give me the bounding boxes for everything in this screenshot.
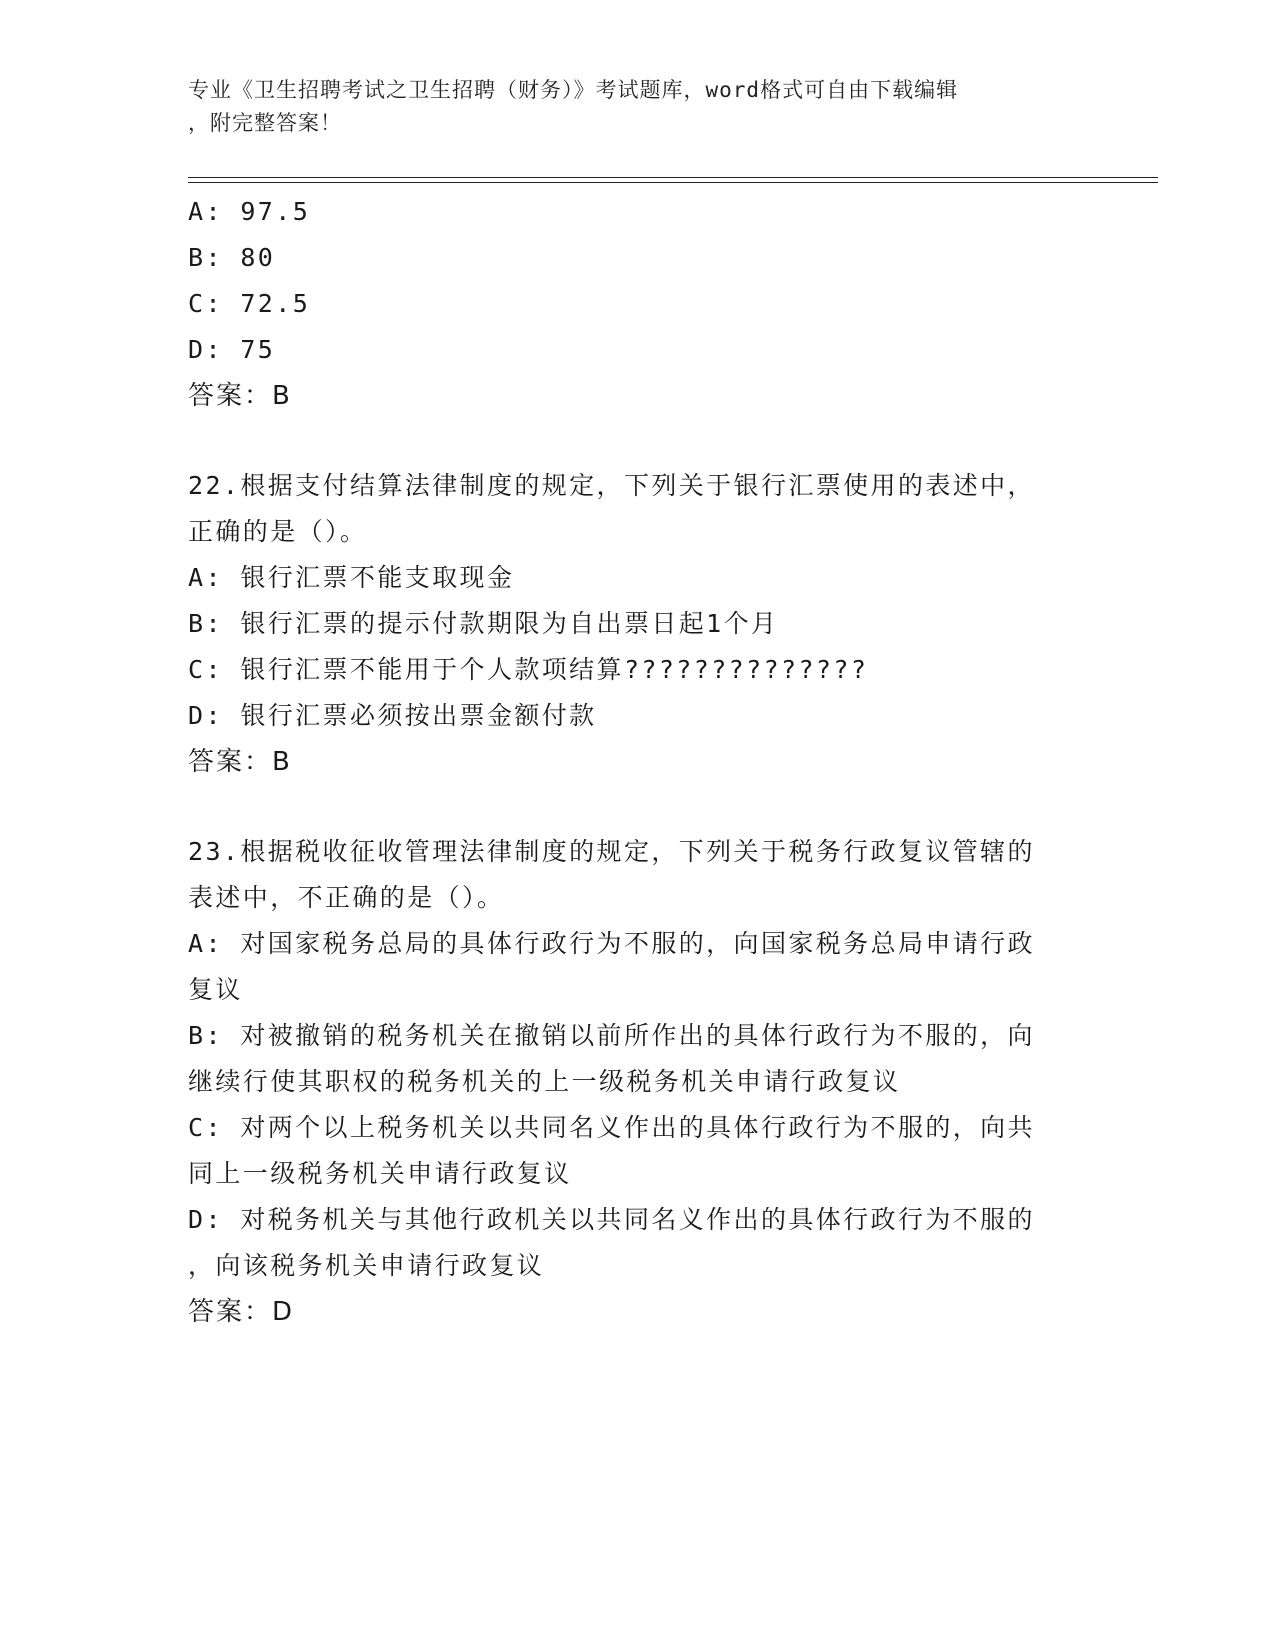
option-a: A: 97.5 bbox=[188, 197, 311, 226]
option-c: C: 银行汇票不能用于个人款项结算?????????????? bbox=[188, 655, 869, 684]
option-d-continued: ，向该税务机关申请行政复议 bbox=[188, 1251, 545, 1280]
option-c: C: 对两个以上税务机关以共同名义作出的具体行政行为不服的，向共 bbox=[188, 1113, 1035, 1142]
document-header bbox=[188, 74, 1068, 140]
document-body bbox=[188, 189, 1088, 1335]
header-rule-bottom bbox=[188, 182, 1158, 183]
option-d: D: 对税务机关与其他行政机关以共同名义作出的具体行政行为不服的 bbox=[188, 1205, 1035, 1234]
option-d: D: 银行汇票必须按出票金额付款 bbox=[188, 701, 597, 730]
answer-line: 答案：B bbox=[188, 381, 292, 411]
option-a: A: 银行汇票不能支取现金 bbox=[188, 563, 515, 592]
question-block-22 bbox=[188, 463, 1088, 785]
question-stem-line-1: 23.根据税收征收管理法律制度的规定，下列关于税务行政复议管辖的 bbox=[188, 837, 1035, 866]
option-b: B: 80 bbox=[188, 243, 276, 272]
option-b: B: 对被撤销的税务机关在撤销以前所作出的具体行政行为不服的，向 bbox=[188, 1021, 1035, 1050]
option-d: D: 75 bbox=[188, 335, 276, 364]
answer-line: 答案：B bbox=[188, 747, 292, 777]
question-stem-line-2: 表述中，不正确的是（）。 bbox=[188, 883, 505, 912]
option-c-continued: 同上一级税务机关申请行政复议 bbox=[188, 1159, 572, 1188]
header-line-1: 专业《卫生招聘考试之卫生招聘（财务）》考试题库，word格式可自由下载编辑 bbox=[188, 78, 959, 102]
question-block-23 bbox=[188, 829, 1088, 1335]
option-a: A: 对国家税务总局的具体行政行为不服的，向国家税务总局申请行政 bbox=[188, 929, 1035, 958]
option-a-continued: 复议 bbox=[188, 975, 243, 1004]
question-block-21 bbox=[188, 189, 1088, 419]
question-spacer bbox=[188, 419, 1088, 463]
option-b: B: 银行汇票的提示付款期限为自出票日起1个月 bbox=[188, 609, 779, 638]
answer-line: 答案：D bbox=[188, 1297, 295, 1327]
header-rule-top bbox=[188, 177, 1158, 178]
option-b-continued: 继续行使其职权的税务机关的上一级税务机关申请行政复议 bbox=[188, 1067, 901, 1096]
header-line-2: ，附完整答案！ bbox=[188, 111, 342, 135]
question-spacer bbox=[188, 785, 1088, 829]
option-c: C: 72.5 bbox=[188, 289, 311, 318]
question-stem-line-1: 22.根据支付结算法律制度的规定，下列关于银行汇票使用的表述中， bbox=[188, 471, 1035, 500]
question-stem-line-2: 正确的是（）。 bbox=[188, 517, 368, 546]
